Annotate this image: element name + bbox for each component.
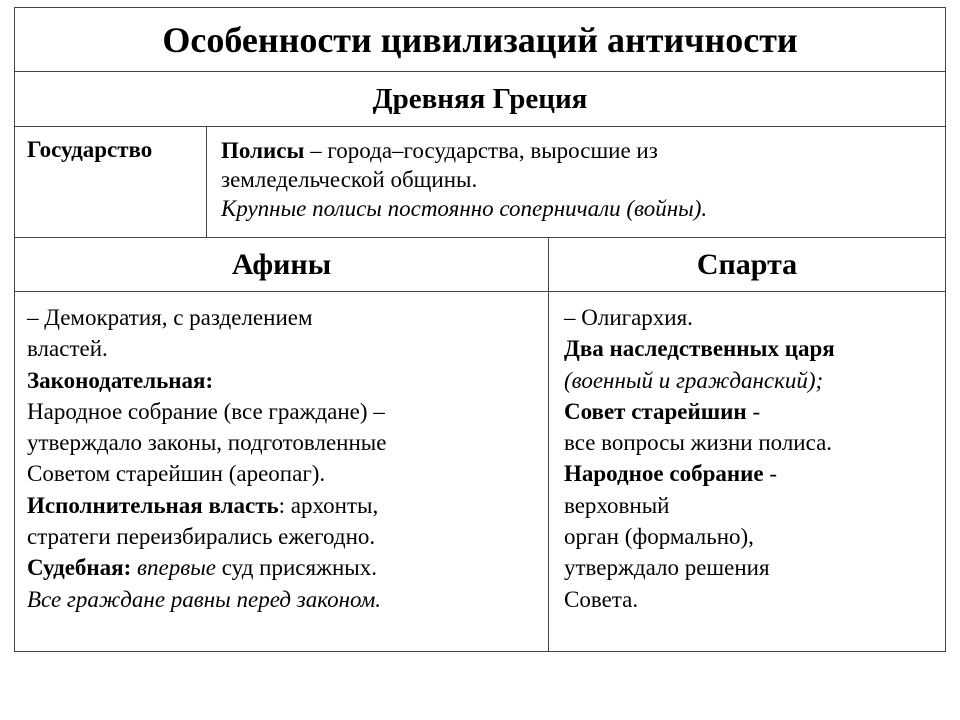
athens-column [15,292,549,651]
rivalry-note: Крупные полисы постоянно соперничали (войны). [221,196,708,221]
athens-line-3 [27,365,548,396]
sparta-line-6 [564,458,945,489]
column-headings-row [15,238,945,292]
sparta-line-1: – Олигархия. [564,305,693,330]
sparta-line-7: верховный [564,492,670,518]
kings-roles: (военный и гражданский); [564,367,824,393]
comparison-body-row [15,292,945,651]
athens-line-1: – Демократия, с разделением [27,305,313,330]
subtitle-text: Древняя Греция [372,82,588,115]
executive-term: Исполнительная власть [27,492,279,518]
jury-text: суд присяжных. [216,555,377,581]
first-time-italic: впервые [131,555,217,581]
state-row [15,127,945,238]
sparta-heading-text: Спарта [696,247,798,281]
table-subtitle [15,72,945,127]
athens-line-7 [27,490,548,521]
two-kings-term: Два наследственных царя [564,336,835,362]
state-line-1 [221,136,935,165]
sparta-line-5: все вопросы жизни полиса. [564,430,833,456]
athens-line-8: стратеги переизбирались ежегодно. [27,524,376,550]
sparta-column [549,292,945,651]
athens-heading [15,238,549,291]
athens-line-6: Советом старейшин (ареопаг). [27,461,326,487]
poleis-term: Полисы [221,138,305,163]
legislative-term: Законодательная: [27,367,214,393]
athens-line-4: Народное собрание (все граждане) – [27,398,385,424]
elders-council-term: Совет старейшин [564,398,747,424]
athens-line-10 [27,584,548,615]
sparta-line-2 [564,333,945,364]
athens-line-9 [27,552,548,583]
athens-line-5: утверждало законы, подготовленные [27,430,387,456]
state-line-2: земледельческой общины. [221,167,478,192]
poleis-definition: – города–государства, выросшие из [304,138,658,163]
sparta-line-8: орган (формально), [564,524,754,550]
elders-dash: - [746,398,761,424]
athens-line-2: властей. [27,336,108,362]
equality-note: Все граждане равны перед законом. [27,586,382,612]
sparta-heading [549,238,945,291]
sparta-line-9: утверждало решения [564,555,770,581]
state-label [15,127,207,237]
sparta-line-10: Совета. [564,586,639,612]
state-description [221,136,935,223]
table-title [15,8,945,72]
athens-heading-text: Афины [231,247,332,281]
title-text: Особенности цивилизаций античности [162,19,798,60]
assembly-dash: - [763,461,777,487]
sparta-line-4 [564,396,945,427]
state-label-text: Государство [27,137,153,162]
executive-text: : архонты, [278,492,379,518]
judicial-term: Судебная: [27,555,132,581]
assembly-term: Народное собрание [564,461,764,487]
civilizations-table [14,7,946,652]
state-line-3 [221,194,935,223]
sparta-line-3 [564,365,945,396]
